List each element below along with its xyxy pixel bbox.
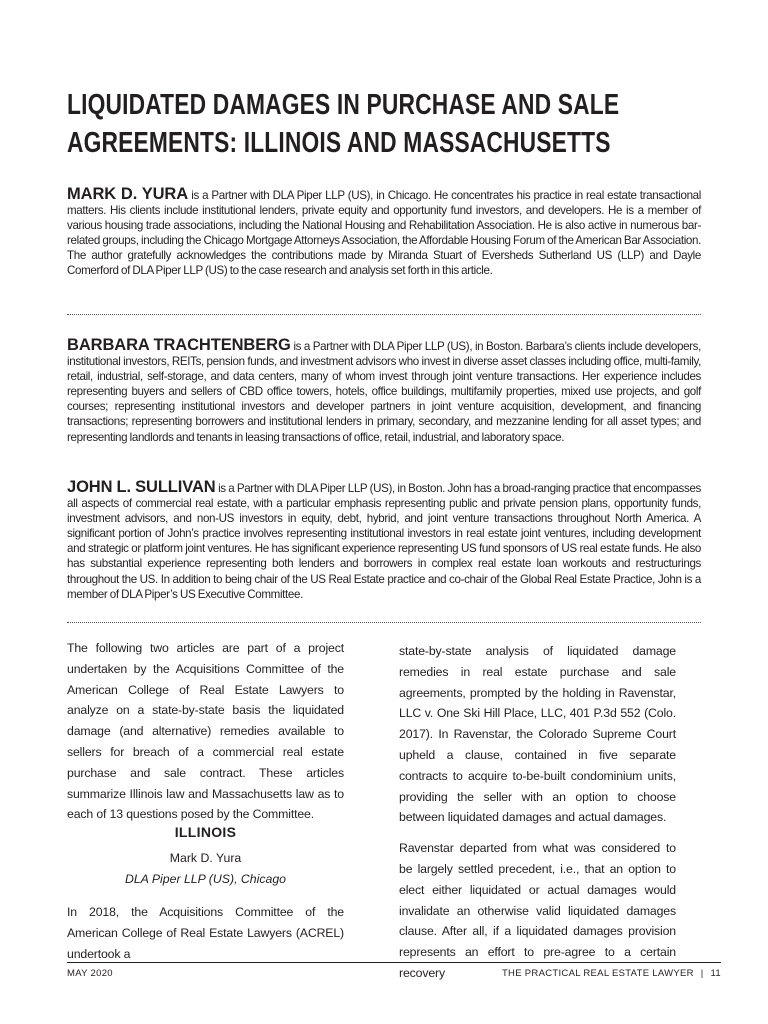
author-bio-text: is a Partner with DLA Piper LLP (US), in Boston. Barbara’s clients include developers, institutional investors, REITs, pension funds, and investment advisors who invest in diverse asset classes including office, multi-family, retail, industrial, self-storage, and data centers, many of whom invest through joint venture transactions. Her experience includes representing buyers and sellers of CBD office towers, hotels, office buildings, multifamily properties, mixed use projects, and golf courses; representing institutional investors and developer partners in joint venture acquisition, development, and financing transactions; representing borrowers and institutional lenders in primary, secondary, and mezzanine lending for all asset types; and representing landlords and tenants in leasing transactions of office, retail, industrial, and laboratory space. [67, 340, 701, 444]
left-column-body [67, 902, 344, 964]
footer-date: MAY 2020 [67, 968, 113, 979]
author-name: JOHN L. SULLIVAN [67, 478, 216, 496]
body-paragraph: In 2018, the Acquisitions Committee of the American College of Real Estate Lawyers (ACREL) undertook a [67, 905, 344, 961]
author-bio-text: is a Partner with DLA Piper LLP (US), in Boston. John has a broad-ranging practice that encompasses all aspects of commercial real estate, with a particular emphasis representing public and private pension plans, opportunity funds, investment advisors, and non-US investors in equity, debt, hybrid, and joint venture transactions throughout North America. A significant portion of John’s practice involves representing institutional investors in real estate joint ventures, including development and strategic or platform joint ventures. He has significant experience representing US fund sponsors of US real estate funds. He also has substantial experience representing both lenders and borrowers in complex real estate loan workouts and restructurings throughout the US. In addition to being chair of the US Real Estate practice and co-chair of the Global Real Estate Practice, John is a member of DLA Piper’s US Executive Committee. [67, 482, 701, 601]
author-bio-text: is a Partner with DLA Piper LLP (US), in Chicago. He concentrates his practice in real estate transactional matters. His clients include institutional lenders, private equity and opportunity fund investors, and developers. He is a member of various housing trade associations, including the National Housing and Rehabilitation Association. He is also active in numerous bar-related groups, including the Chicago Mortgage Attorneys Association, the Affordable Housing Forum of the American Bar Association. The author gratefully acknowledges the contributions made by Miranda Stuart of Eversheds Sutherland US (LLP) and Dayle Comerford of DLA Piper LLP (US) to the case research and analysis set forth in this article. [67, 189, 701, 278]
right-column [399, 641, 676, 984]
section-heading-illinois: ILLINOIS [174, 824, 237, 840]
article-title-line-2: AGREEMENTS: ILLINOIS AND MASSACHUSETTS [67, 127, 611, 159]
author-bio-trachtenberg [67, 338, 701, 445]
author-bio-yura [67, 187, 701, 279]
author-name: MARK D. YURA [67, 185, 189, 203]
footer-publication [502, 968, 721, 980]
page-number: 11 [710, 968, 721, 979]
intro-paragraph: The following two articles are part of a project undertaken by the Acquisitions Committee of the American College of Real Estate Lawyers to analyze on a state-by-state basis the liquidated damage (and alternative) remedies available to sellers for breach of a commercial real estate purchase and sale contract. These articles summarize Illinois law and Massachusetts law as to each of 13 questions posed by the Committee. [67, 641, 344, 822]
byline-name: Mark D. Yura [169, 851, 242, 865]
body-paragraph: Ravenstar departed from what was considered to be largely settled precedent, i.e., that an option to elect either liquidated or actual damages would invalidate an otherwise valid liquidated damages clause. After all, if a liquidated damages provision represents an effort to pre-agree to a certain recovery [399, 841, 676, 980]
body-paragraph: state-by-state analysis of liquidated damage remedies in real estate purchase and sale agreements, prompted by the holding in Ravenstar, LLC v. One Ski Hill Place, LLC, 401 P.3d 552 (Colo. 2017). In Ravenstar, the Colorado Supreme Court upheld a clause, contained in five separate contracts to acquire to-be-built condominium units, providing the seller with an option to choose between liquidated damages and actual damages. [399, 644, 676, 825]
footer-rule [67, 962, 721, 963]
publication-name: THE PRACTICAL REAL ESTATE LAWYER [501, 968, 694, 979]
article-title [67, 86, 620, 162]
left-column-intro [67, 638, 344, 825]
byline-firm: DLA Piper LLP (US), Chicago [124, 872, 287, 886]
author-name: BARBARA TRACHTENBERG [67, 336, 291, 354]
dotted-divider [67, 314, 701, 315]
dotted-divider [67, 622, 701, 623]
author-bio-sullivan [67, 480, 701, 602]
footer-separator: | [700, 968, 704, 979]
article-title-line-1: LIQUIDATED DAMAGES IN PURCHASE AND SALE [67, 89, 620, 121]
